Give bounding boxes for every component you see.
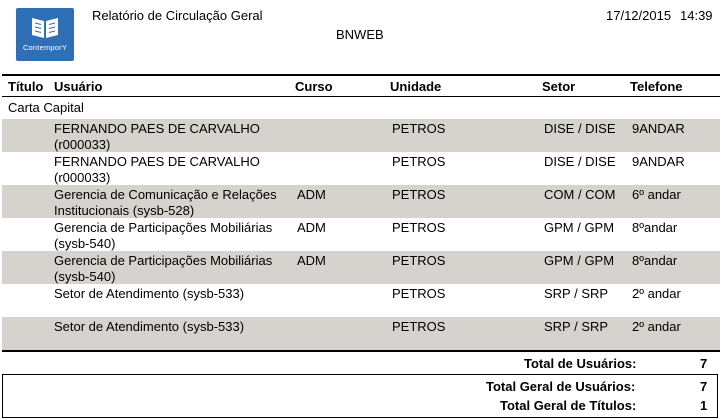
cell-setor: SRP / SRP [544,286,609,301]
report-time: 14:39 [680,8,713,23]
total-usuarios-value: 7 [700,356,708,371]
cell-telefone: 2º andar [632,286,681,301]
cell-telefone: 6º andar [632,187,681,202]
col-header-usuario: Usuário [54,79,103,94]
table-row [2,251,720,284]
table-row [2,284,720,317]
table-row [2,317,720,350]
cell-usuario: Gerencia de Participações Mobiliárias (sysb-540) [54,253,273,284]
col-header-curso: Curso [295,79,333,94]
cell-curso: ADM [297,220,326,235]
header-rule-bottom [2,96,720,97]
cell-telefone: 8ºandar [632,253,678,268]
report-subtitle: BNWEB [336,27,384,42]
total-geral-usuarios-label: Total Geral de Usuários: [486,379,636,394]
col-header-telefone: Telefone [630,79,683,94]
cell-setor: GPM / GPM [544,220,615,235]
group-label: Carta Capital [8,100,84,115]
col-header-unidade: Unidade [390,79,442,94]
cell-usuario: Setor de Atendimento (sysb-533) [54,319,245,334]
cell-unidade: PETROS [392,121,446,136]
cell-unidade: PETROS [392,154,446,169]
cell-telefone: 2º andar [632,319,681,334]
cell-telefone: 9ANDAR [632,154,685,169]
cell-usuario: Gerencia de Comunicação e Relações Institucionais (sysb-528) [54,187,277,218]
cell-usuario: FERNANDO PAES DE CARVALHO (r000033) [54,154,260,185]
logo-text: ContemporY [22,43,68,52]
cell-setor: COM / COM [544,187,616,202]
cell-telefone: 8ºandar [632,220,678,235]
report-title: Relatório de Circulação Geral [92,8,263,23]
cell-telefone: 9ANDAR [632,121,685,136]
table-row [2,185,720,218]
cell-setor: SRP / SRP [544,319,609,334]
cell-unidade: PETROS [392,319,446,334]
cell-curso: ADM [297,253,326,268]
table-row [2,218,720,251]
total-geral-usuarios-value: 7 [700,379,708,394]
cell-unidade: PETROS [392,253,446,268]
cell-usuario: FERNANDO PAES DE CARVALHO (r000033) [54,121,260,152]
table-rule-bottom [2,350,720,352]
cell-curso: ADM [297,187,326,202]
table-row [2,119,720,152]
total-geral-titulos-value: 1 [700,398,708,413]
total-usuarios-label: Total de Usuários: [524,356,637,371]
cell-unidade: PETROS [392,286,446,301]
total-geral-titulos-label: Total Geral de Títulos: [500,398,637,413]
cell-setor: DISE / DISE [544,154,616,169]
report-date: 17/12/2015 [606,8,672,23]
contemporary-logo [16,8,74,61]
book-icon [30,14,60,40]
table-row [2,152,720,185]
cell-usuario: Setor de Atendimento (sysb-533) [54,286,245,301]
cell-usuario: Gerencia de Participações Mobiliárias (sysb-540) [54,220,273,251]
col-header-titulo: Título [8,79,44,94]
col-header-setor: Setor [542,79,576,94]
header-rule-top [2,74,720,76]
cell-unidade: PETROS [392,187,446,202]
cell-unidade: PETROS [392,220,446,235]
cell-setor: GPM / GPM [544,253,615,268]
cell-setor: DISE / DISE [544,121,616,136]
